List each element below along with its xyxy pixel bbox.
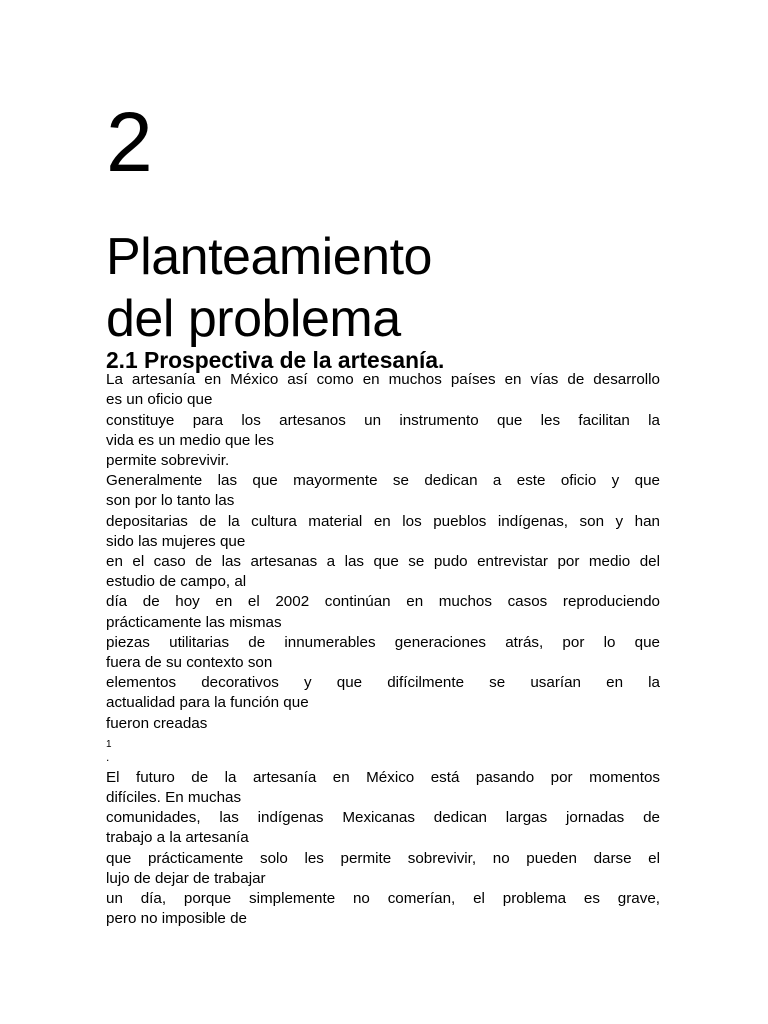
text-line: son por lo tanto las <box>106 492 235 510</box>
text-line: permite sobrevivir. <box>106 452 230 470</box>
chapter-title <box>106 226 432 350</box>
text-line: actualidad para la función que <box>106 694 309 712</box>
text-line: estudio de campo, al <box>106 573 247 591</box>
section-heading: 2.1 Prospectiva de la artesanía. <box>106 347 445 373</box>
text-line: pero no imposible de <box>106 910 247 928</box>
body-content <box>106 347 660 929</box>
text-line: difíciles. En muchas <box>106 789 242 807</box>
text-line: elementos decorativos y que difícilmente se usarían en la <box>106 674 660 692</box>
text-line: lujo de dejar de trabajar <box>106 869 266 887</box>
text-line: piezas utilitarias de innumerables generaciones atrás, por lo que <box>106 633 660 651</box>
text-line: sido las mujeres que <box>106 532 246 550</box>
footnote-reference: 1 <box>106 738 112 750</box>
text-line: vida es un medio que les <box>106 431 275 449</box>
chapter-number: 2 <box>106 95 153 189</box>
text-line: día de hoy en el 2002 continúan en muchos casos reproduciendo <box>106 593 660 611</box>
chapter-title-line-1: Planteamiento <box>106 228 432 286</box>
text-line: El futuro de la artesanía en México está pasando por momentos <box>106 768 660 786</box>
text-line: prácticamente las mismas <box>106 613 282 631</box>
text-line: fuera de su contexto son <box>106 654 273 672</box>
text-line: trabajo a la artesanía <box>106 829 249 847</box>
text-line: en el caso de las artesanas a las que se pudo entrevistar por medio del <box>106 553 660 571</box>
text-line: que prácticamente solo les permite sobrevivir, no pueden darse el <box>106 849 660 867</box>
footnote-period: . <box>106 749 110 764</box>
text-line: La artesanía en México así como en muchos países en vías de desarrollo <box>106 371 660 389</box>
paragraph-1 <box>106 370 660 734</box>
chapter-title-line-2: del problema <box>106 290 401 348</box>
text-line: depositarias de la cultura material en los pueblos indígenas, son y han <box>106 512 660 530</box>
text-line: constituye para los artesanos un instrumento que les facilitan la <box>106 411 660 429</box>
text-line: es un oficio que <box>106 391 213 409</box>
text-line: fueron creadas <box>106 714 208 732</box>
text-line: un día, porque simplemente no comerían, el problema es grave, <box>106 890 660 908</box>
text-line: comunidades, las indígenas Mexicanas dedican largas jornadas de <box>106 809 660 827</box>
text-line: Generalmente las que mayormente se dedican a este oficio y que <box>106 472 660 490</box>
paragraph-2 <box>106 768 660 930</box>
